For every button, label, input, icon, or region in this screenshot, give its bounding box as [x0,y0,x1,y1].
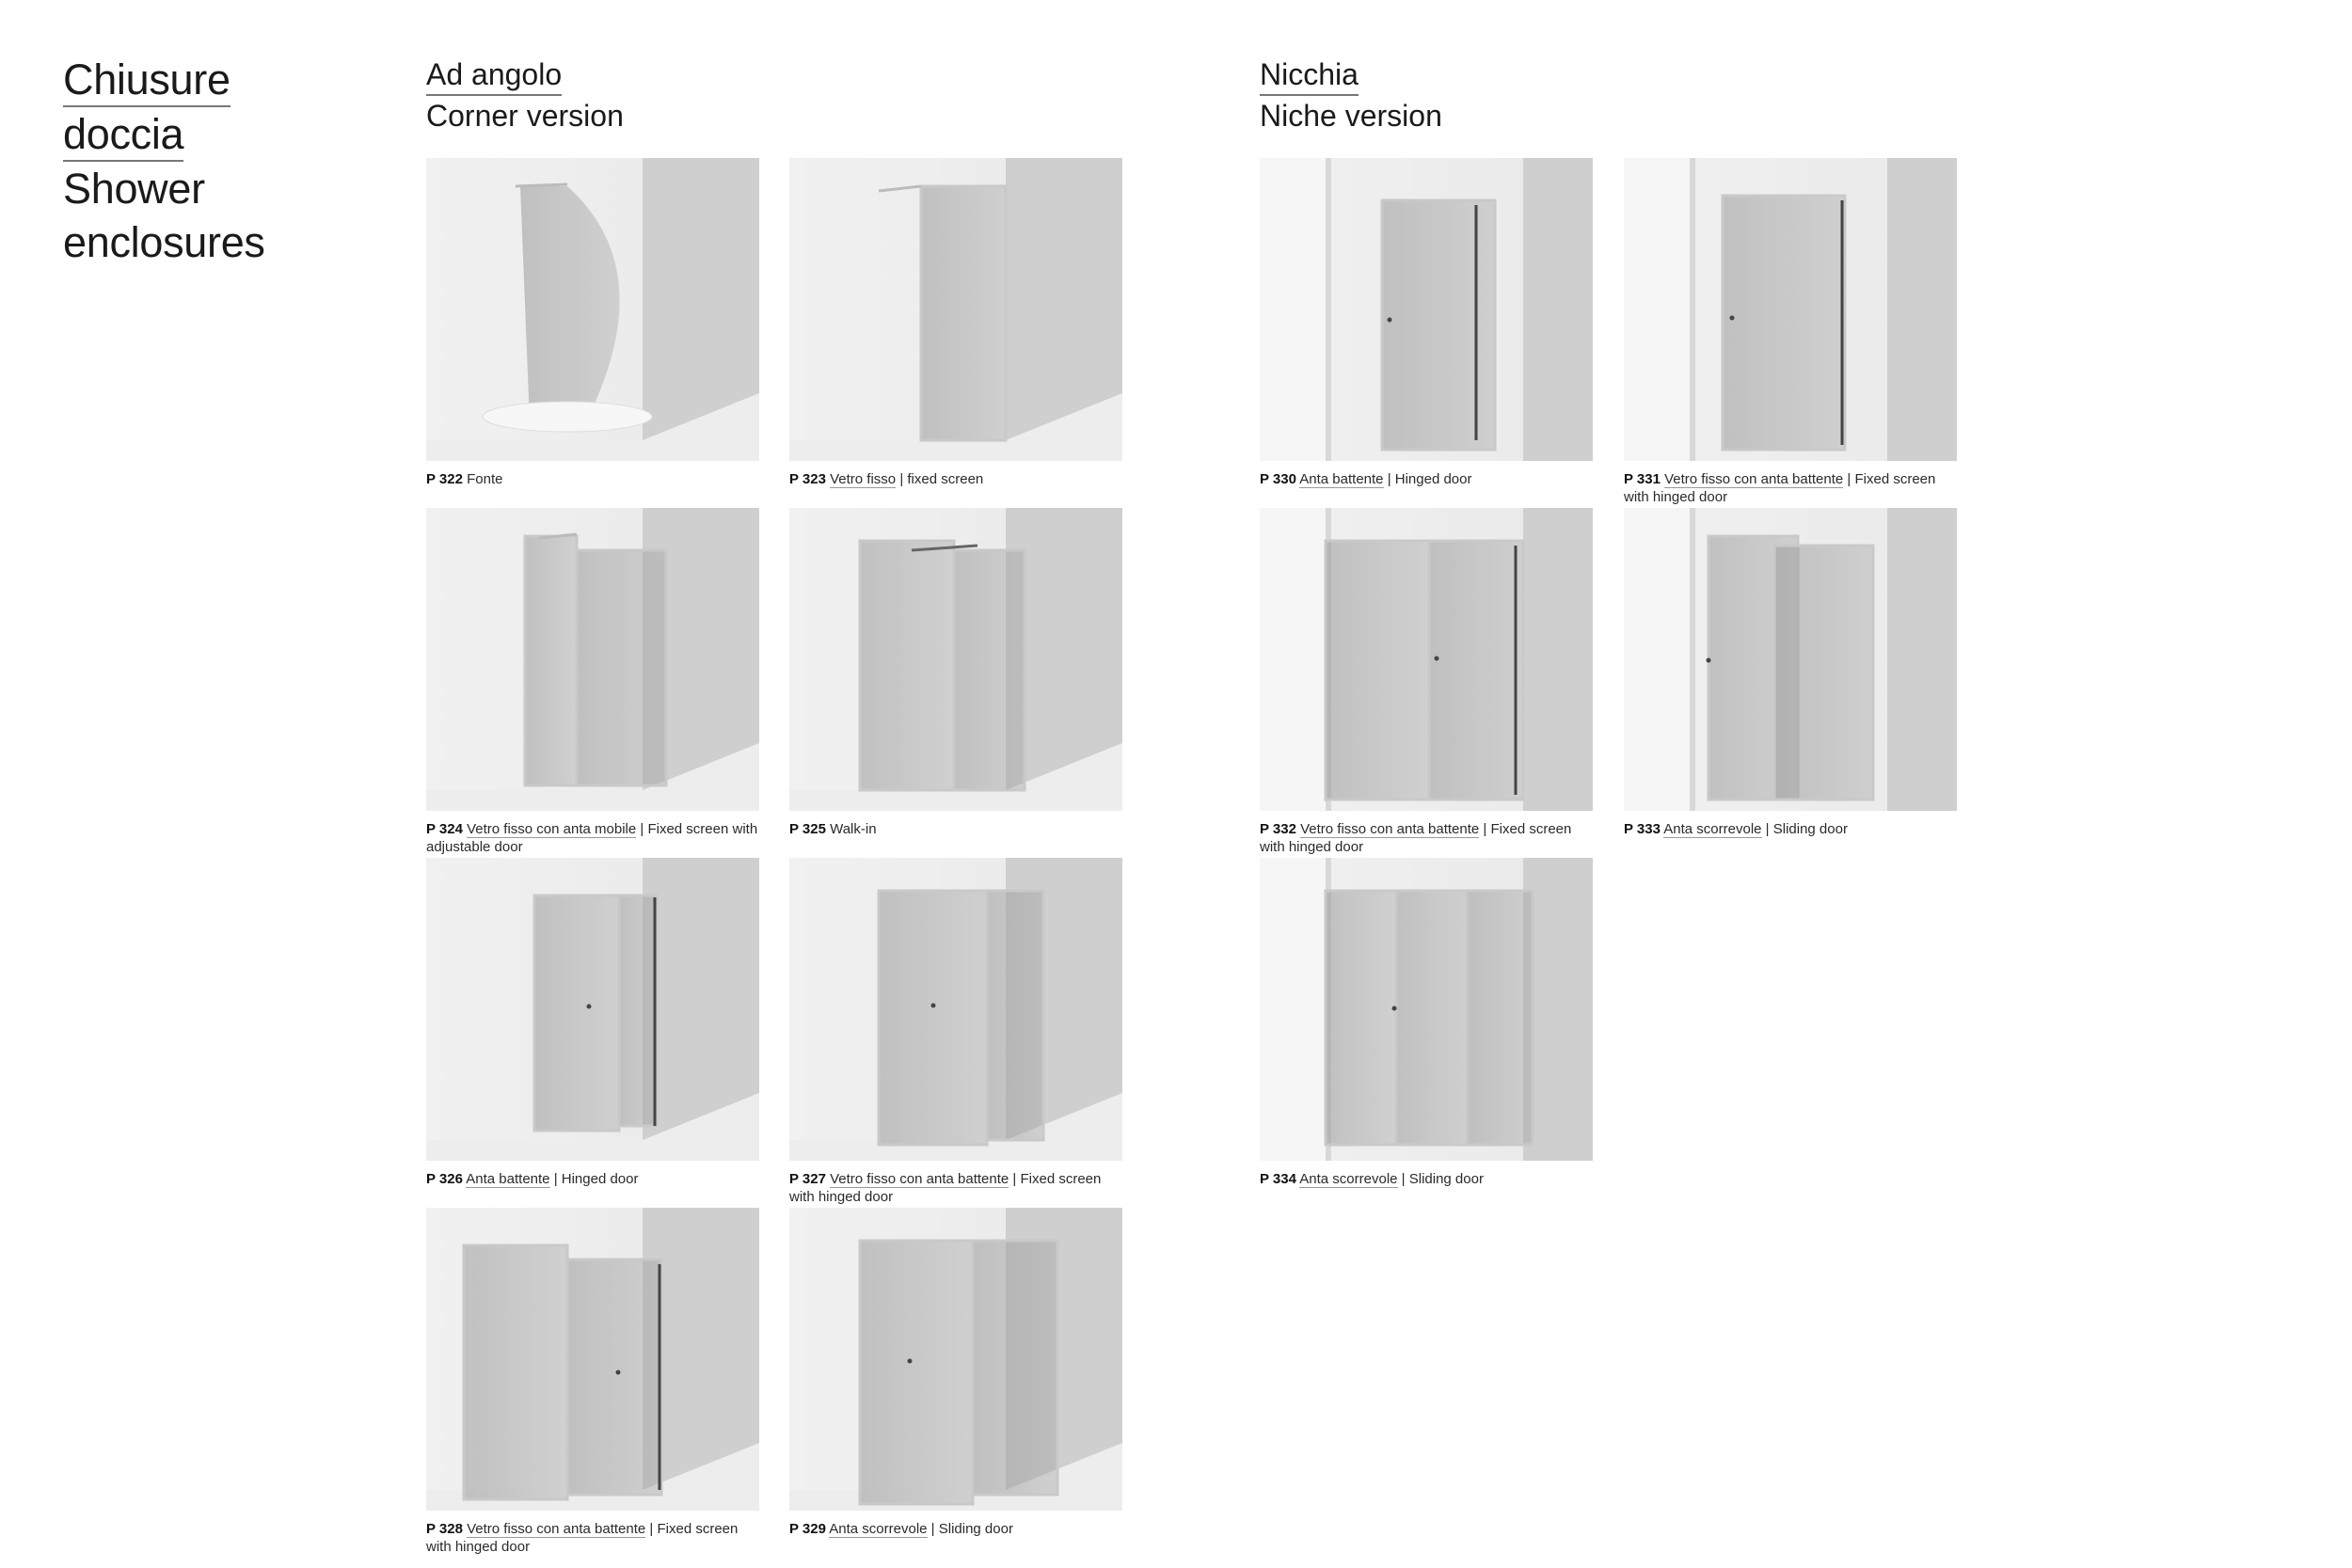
product-name-en: Fixed screen with hinged door [426,1521,739,1555]
product-caption: P 329 Anta scorrevole | Sliding door [789,1521,1013,1537]
product-name-it: Vetro fisso con anta battente [830,1171,1009,1187]
product-caption: P 331 Vetro fisso con anta battente | Fixed screen with hinged door [1624,471,1936,505]
product-name-en: Sliding door [1772,821,1848,837]
product-code: P 328 [426,1521,463,1537]
product-code: P 323 [789,471,826,487]
product-name-it: Anta battente [1299,471,1384,487]
product-photo [789,508,1122,811]
product-code: P 332 [1260,821,1296,837]
product-name-en: Fixed screen with adjustable door [426,821,758,855]
product-code: P 327 [789,1171,826,1187]
product-code: P 326 [426,1171,463,1187]
product-name-en: Fixed screen with hinged door [789,1171,1102,1205]
product-name-en: Fixed screen with hinged door [1624,471,1936,505]
product-caption: P 324 Vetro fisso con anta mobile | Fixed screen with adjustable door [426,821,758,855]
product-card-p322[interactable] [426,158,759,488]
section-heading-niche-en: Niche version [1260,99,1442,133]
section-heading-corner [426,55,624,136]
product-caption [426,470,759,488]
product-caption: P 323 Vetro fisso | fixed screen [789,471,984,487]
product-name-en: Hinged door [1394,471,1472,487]
product-name-it: Vetro fisso con anta battente [467,1521,646,1537]
product-card-p329[interactable] [789,1208,1122,1538]
product-name-en: Fixed screen with hinged door [1260,821,1572,855]
product-photo [426,508,759,811]
product-card-p334[interactable] [1260,858,1593,1188]
product-card-p326[interactable] [426,858,759,1188]
product-card-p332[interactable] [1260,508,1593,856]
product-code: P 324 [426,821,463,837]
product-photo [426,158,759,461]
product-code: P 329 [789,1521,826,1537]
product-photo [426,858,759,1161]
product-caption: P 326 Anta battente | Hinged door [426,1171,639,1187]
product-code: P 333 [1624,821,1661,837]
product-caption [789,820,1122,838]
product-photo [1260,508,1593,811]
product-caption: P 327 Vetro fisso con anta battente | Fixed screen with hinged door [789,1171,1102,1205]
title-line-en-2: enclosures [63,218,265,266]
product-card-p324[interactable] [426,508,759,856]
product-name-en: Walk-in [830,821,877,837]
product-card-p333[interactable] [1624,508,1957,838]
product-photo [789,1208,1122,1511]
product-caption: P 330 Anta battente | Hinged door [1260,471,1472,487]
product-name-en: Hinged door [561,1171,639,1187]
product-photo [789,858,1122,1161]
product-photo [1260,858,1593,1161]
product-card-p325[interactable] [789,508,1122,838]
page-title [63,53,265,269]
title-line-en-1: Shower [63,165,205,213]
product-name-en: Fonte [467,471,503,487]
section-heading-corner-it: Ad angolo [426,55,562,96]
product-name-it: Anta scorrevole [1663,821,1762,837]
product-photo [426,1208,759,1511]
product-code: P 334 [1260,1171,1296,1187]
product-code: P 330 [1260,471,1296,487]
product-card-p331[interactable] [1624,158,1957,506]
product-caption: P 333 Anta scorrevole | Sliding door [1624,821,1848,837]
product-name-en: fixed screen [907,471,984,487]
product-name-it: Anta scorrevole [829,1521,928,1537]
product-name-it: Vetro fisso con anta mobile [467,821,637,837]
product-photo [1260,158,1593,461]
product-card-p330[interactable] [1260,158,1593,488]
product-card-p328[interactable] [426,1208,759,1556]
product-name-en: Sliding door [938,1521,1013,1537]
product-name-it: Anta battente [466,1171,550,1187]
product-name-it: Anta scorrevole [1299,1171,1398,1187]
product-name-it: Vetro fisso [830,471,897,487]
product-name-en: Sliding door [1408,1171,1484,1187]
product-code: P 325 [789,821,826,837]
section-heading-niche-it: Nicchia [1260,55,1359,96]
product-caption: P 328 Vetro fisso con anta battente | Fixed screen with hinged door [426,1521,739,1555]
product-photo [1624,158,1957,461]
product-name-it: Vetro fisso con anta battente [1300,821,1480,837]
product-card-p323[interactable] [789,158,1122,488]
product-photo [789,158,1122,461]
section-heading-corner-en: Corner version [426,99,624,133]
product-card-p327[interactable] [789,858,1122,1206]
product-caption: P 334 Anta scorrevole | Sliding door [1260,1171,1484,1187]
title-line-it-2: doccia [63,108,183,162]
product-name-it: Vetro fisso con anta battente [1664,471,1844,487]
product-code: P 331 [1624,471,1661,487]
product-caption: P 332 Vetro fisso con anta battente | Fixed screen with hinged door [1260,821,1572,855]
product-code: P 322 [426,471,463,487]
title-line-it-1: Chiusure [63,54,230,107]
product-photo [1624,508,1957,811]
section-heading-niche [1260,55,1442,136]
